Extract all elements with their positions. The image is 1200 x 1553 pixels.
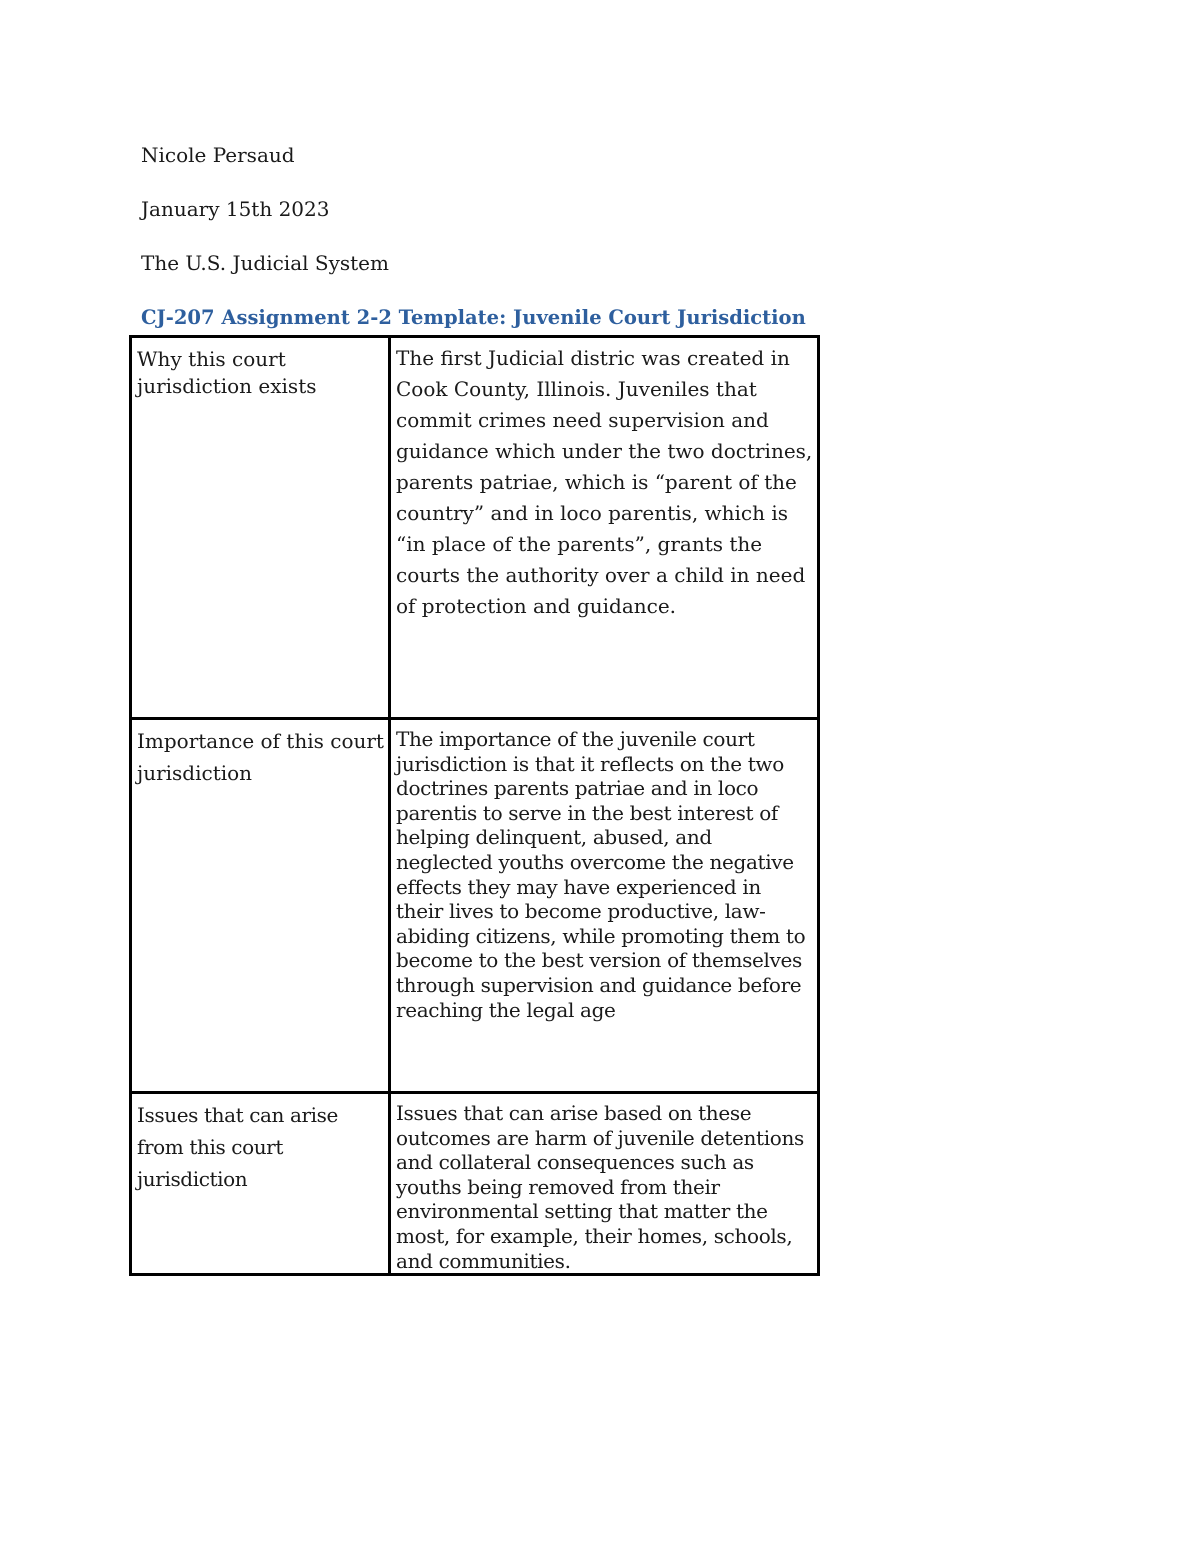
row-text-issues: Issues that can arise based on these outcomes are harm of juvenile detentions and collateral consequences such as youths being removed from their environmental setting that matter the most, for example, their homes, schools, and communities. — [390, 1093, 819, 1275]
author-name: Nicole Persaud — [141, 143, 295, 167]
row-label-issues: Issues that can arise from this court jurisdiction — [131, 1093, 390, 1275]
table-row — [131, 719, 819, 1093]
row-text-why: The first Judicial distric was created in Cook County, Illinois. Juveniles that commit crimes need supervision and guidance which under the two doctrines, parents patriae, which is “parent of the country” and in loco parentis, which is “in place of the parents”, grants the courts the authority over a child in need of protection and guidance. — [390, 337, 819, 719]
jurisdiction-table — [129, 335, 820, 1276]
document-date: January 15th 2023 — [141, 197, 330, 221]
row-label-importance: Importance of this court jurisdiction — [131, 719, 390, 1093]
row-label-why: Why this court jurisdiction exists — [131, 337, 390, 719]
course-name: The U.S. Judicial System — [141, 251, 389, 275]
table-row — [131, 337, 819, 719]
assignment-heading: CJ-207 Assignment 2-2 Template: Juvenile Court Jurisdiction — [141, 306, 806, 329]
table-row — [131, 1093, 819, 1275]
row-text-importance: The importance of the juvenile court jurisdiction is that it reflects on the two doctrines parents patriae and in loco parentis to serve in the best interest of helping delinquent, abused, and neglected youths overcome the negative effects they may have experienced in their lives to become productive, law-abiding citizens, while promoting them to become to the best version of themselves through supervision and guidance before reaching the legal age — [390, 719, 819, 1093]
